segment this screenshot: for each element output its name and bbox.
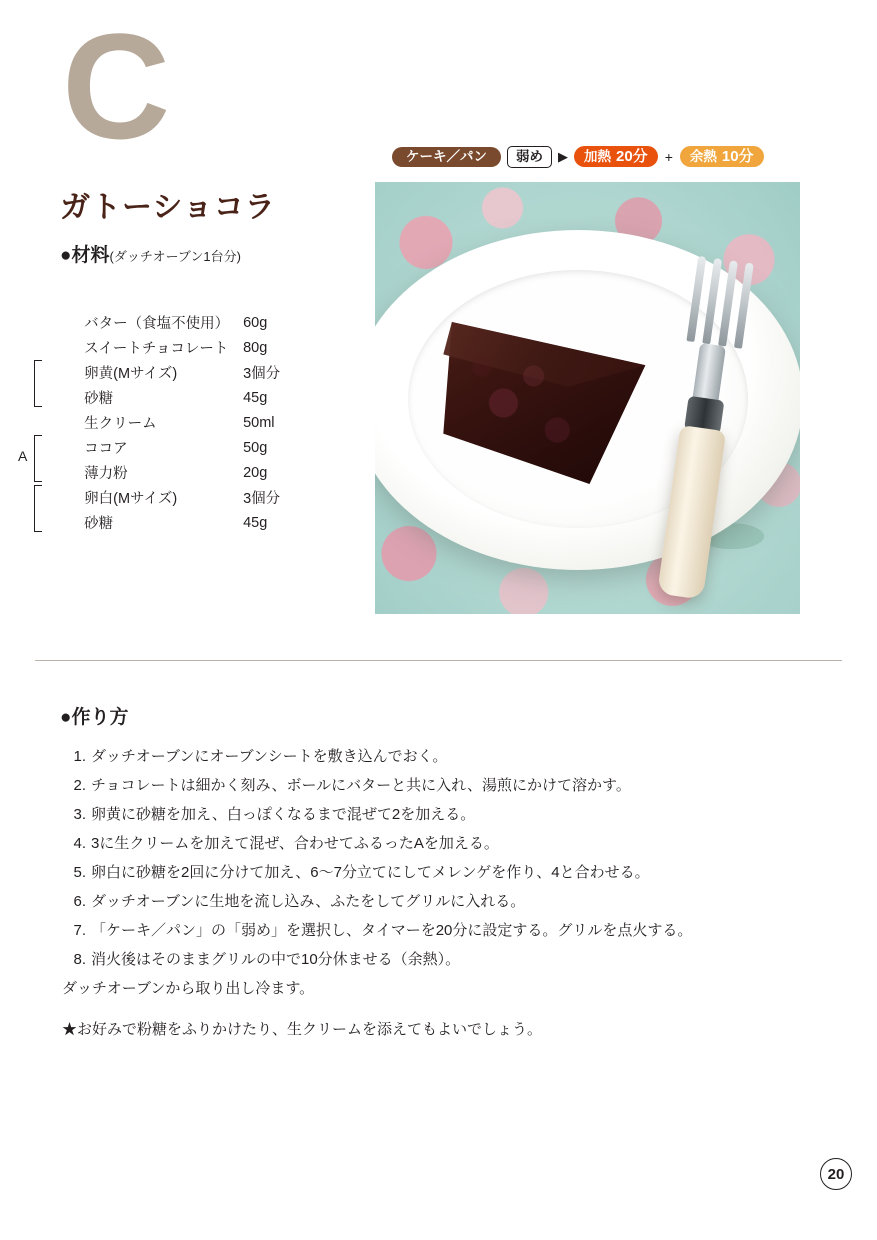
step-text: ダッチオーブンにオーブンシートを敷き込んでおく。 [91,748,448,765]
fork-tines [685,256,762,360]
ingredient-amount: 50ml [243,414,275,431]
rest-label: 余熱 [689,149,717,164]
ingredient-name: スイートチョコレート [84,341,229,357]
cake-slice [439,304,654,484]
list-item [62,829,822,858]
ingredient-amount: 20g [243,464,268,481]
list-item [62,771,822,800]
step-number: 1. [73,748,86,765]
table-row [60,460,320,485]
list-item [62,742,822,771]
step-number: 7. [73,922,86,939]
ingredient-amount: 60g [243,314,268,331]
heat-time-badge [574,146,658,167]
cake-crumb-texture [439,304,654,484]
arrow-right-icon: ▶ [558,148,568,164]
list-item [62,916,822,945]
ingredient-name: 卵白(Mサイズ) [84,491,178,507]
step-number: 3. [73,806,86,823]
step-text: 卵黄に砂糖を加え、白っぽくなるまで混ぜて2を加える。 [91,806,476,823]
step-text: 3に生クリームを加えて混ぜ、合わせてふるったAを加える。 [91,835,499,852]
table-row [60,485,320,510]
step-number: 4. [73,835,86,852]
fork-handle [657,425,726,600]
ingredient-amount: 80g [243,339,268,356]
page-number: 20 [820,1158,852,1190]
table-row [60,510,320,535]
ingredient-name: バター（食塩不使用） [84,316,230,332]
heat-label: 加熱 [584,149,611,164]
strength-badge: 弱め [507,146,552,168]
ingredient-name: 薄力粉 [84,466,128,482]
ingredient-amount: 3個分 [243,491,281,507]
fork-tine [734,262,754,348]
ingredient-name: 卵黄(Mサイズ) [84,366,178,382]
list-item [62,945,822,974]
list-item [62,800,822,829]
step-text: 卵白に砂糖を2回に分けて加え、6〜7分立てにしてメレンゲを作り、4と合わせる。 [91,864,650,881]
page-title: ガトーショコラ [60,191,276,224]
ingredient-group-bracket-2 [34,485,49,532]
rest-value: 10分 [721,148,754,166]
ingredients-heading-sub: (ダッチオーブン1台分) [109,249,241,264]
step-number: 6. [73,893,86,910]
dish-photo [375,182,800,614]
table-row [60,385,320,410]
step-text: 「ケーキ／パン」の「弱め」を選択し、タイマーを20分に設定する。グリルを点火する。 [91,922,693,939]
ingredients-table [60,310,320,535]
ingredient-name: 生クリーム [84,416,157,432]
recipe-note: ★お好みで粉糖をふりかけたり、生クリームを添えてもよいでしょう。 [62,1021,543,1038]
list-item [62,887,822,916]
ingredient-name: 砂糖 [84,391,114,407]
ingredient-group-label-a: A [18,448,28,464]
method-steps [62,742,822,1003]
plus-sign: + [664,148,673,165]
table-row [60,310,320,335]
mode-badge: ケーキ／パン [392,147,501,167]
ingredient-amount: 50g [243,439,268,456]
decorative-letter: C [62,2,165,170]
ingredient-name: 砂糖 [84,516,114,532]
ingredients-heading-label: ●材料 [60,245,110,266]
step-number: 5. [73,864,86,881]
cooking-mode-bar [392,146,764,168]
section-divider [35,660,842,661]
ingredient-group-bracket-1 [34,360,49,407]
method-heading: ●作り方 [60,707,129,728]
ingredient-amount: 45g [243,389,268,406]
heat-value: 20分 [616,148,648,166]
list-item [62,858,822,887]
table-row [60,435,320,460]
step-text: チョコレートは細かく刻み、ボールにバターと共に入れ、湯煎にかけて溶かす。 [91,777,631,794]
step-number: 2. [73,777,86,794]
table-row [60,360,320,385]
table-row [60,410,320,435]
step-continuation: ダッチオーブンから取り出し冷ます。 [62,980,315,997]
ingredient-group-bracket-a [34,435,49,482]
ingredients-heading [60,240,241,267]
table-row [60,335,320,360]
step-number: 8. [73,951,86,968]
ingredient-name: ココア [84,441,128,457]
ingredient-amount: 3個分 [243,366,281,382]
ingredient-amount: 45g [243,514,268,531]
step-text: 消火後はそのままグリルの中で10分休ませる（余熱）。 [91,951,461,968]
step-text: ダッチオーブンに生地を流し込み、ふたをしてグリルに入れる。 [91,893,526,910]
rest-time-badge [680,146,764,167]
